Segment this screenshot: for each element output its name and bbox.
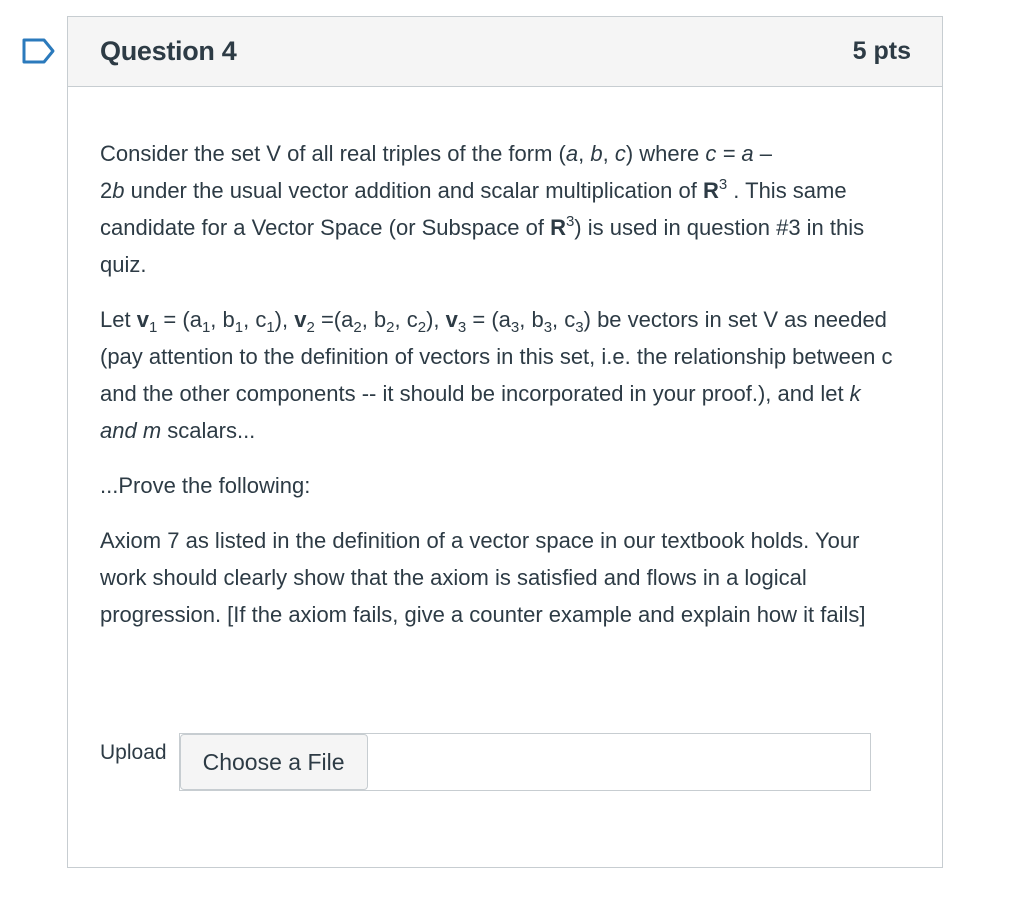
upload-label: Upload [100, 741, 167, 764]
question-card [67, 16, 943, 868]
question-points: 5 pts [852, 37, 911, 65]
upload-row [100, 733, 871, 791]
paragraph-vectors: Let $v_1 = (a_1$, $b_1$, $c_1$), $v_2 =(a_2$, $b_2$, $c_2$), $v_3 = (a_3$, $b_3$, $c_3$) be vectors in set V as needed (pay attention to the definition of vectors in this set, i.e. the relationship between c and the other components -- it should be incorporated in your proof.), and let k and m scalars... [100, 307, 893, 443]
question-text [68, 87, 942, 633]
bookmark-flag-icon[interactable] [22, 38, 56, 64]
question-title: Question 4 [100, 36, 237, 66]
choose-file-button[interactable]: Choose a File [180, 734, 368, 790]
paragraph-prove: ...Prove the following: [100, 473, 311, 498]
paragraph-axiom: Axiom 7 as listed in the definition of a vector space in our textbook holds. Your work should clearly show that the axiom is satisfied and flows in a logical progression. [If the axiom fails, give a counter example and explain how it fails] [100, 528, 866, 627]
paragraph-definition: Consider the set V of all real triples of the form (a, b, c) where c = a – 2b under the usual vector addition and scalar multiplication of $R^3$ . This same candidate for a Vector Space (or Subspace of $R^3$) is used in question #3 in this quiz. [100, 141, 865, 277]
file-input[interactable] [179, 733, 871, 791]
question-header [68, 17, 942, 87]
